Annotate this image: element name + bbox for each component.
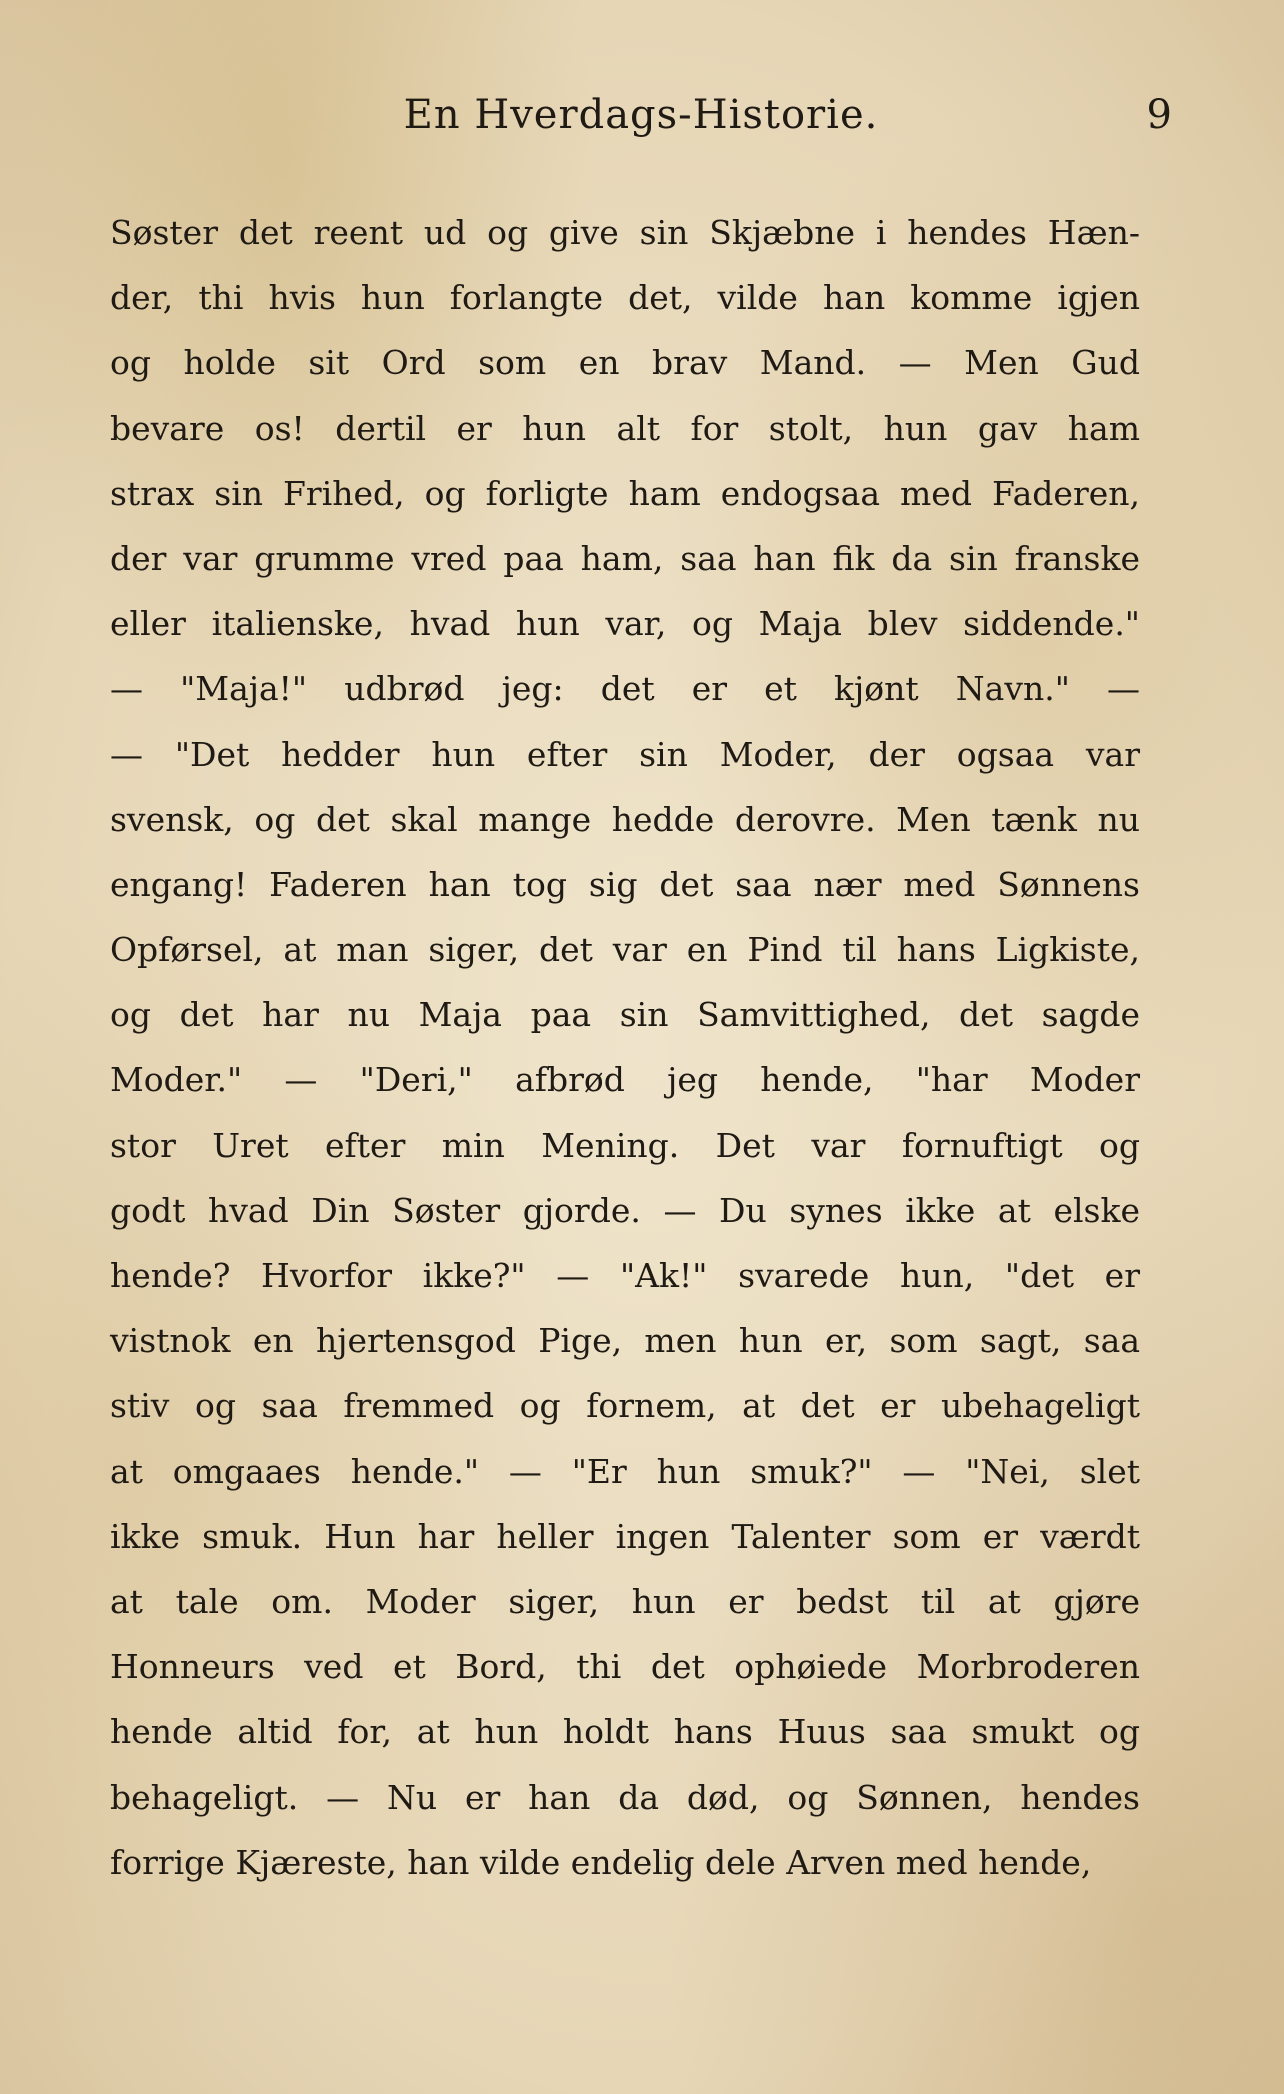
text-line: ikke smuk. Hun har heller ingen Talenter som er værdt (110, 1516, 1140, 1556)
text-line: der var grumme vred paa ham, saa han fik da sin franske (110, 538, 1140, 578)
text-line: hende altid for, at hun holdt hans Huus saa smukt og (110, 1712, 1140, 1752)
text-line: Moder." — "Deri," afbrød jeg hende, "har Moder (110, 1060, 1140, 1100)
text-line: Opførsel, at man siger, det var en Pind til hans Ligkiste, (110, 930, 1140, 970)
page-header (110, 90, 1172, 140)
page-number: 9 (1146, 92, 1172, 138)
text-line: svensk, og det skal mange hedde derovre. Men tænk nu (110, 799, 1140, 839)
text-line: at tale om. Moder siger, hun er bedst til at gjøre (110, 1581, 1140, 1621)
running-title: En Hverdags-Historie. (403, 92, 879, 138)
text-line: Honneurs ved et Bord, thi det ophøiede Morbroderen (110, 1647, 1140, 1687)
text-line: stor Uret efter min Mening. Det var fornuftigt og (110, 1125, 1140, 1165)
text-line: strax sin Frihed, og forligte ham endogsaa med Faderen, (110, 473, 1140, 513)
text-line: bevare os! dertil er hun alt for stolt, hun gav ham (110, 408, 1140, 448)
text-line: Søster det reent ud og give sin Skjæbne i hendes Hæn- (110, 213, 1140, 252)
text-line: vistnok en hjertensgod Pige, men hun er, som sagt, saa (110, 1321, 1140, 1361)
text-line: eller italienske, hvad hun var, og Maja blev siddende." (110, 604, 1140, 644)
text-line: og holde sit Ord som en brav Mand. — Men Gud (110, 343, 1140, 383)
body-text (110, 200, 1140, 1895)
text-line: hende? Hvorfor ikke?" — "Ak!" svarede hun, "det er (110, 1256, 1140, 1295)
text-line: engang! Faderen han tog sig det saa nær med Sønnens (110, 864, 1140, 904)
text-line: — "Det hedder hun efter sin Moder, der ogsaa var (110, 734, 1140, 774)
text-line: — "Maja!" udbrød jeg: det er et kjønt Navn." — (110, 669, 1140, 709)
text-line: stiv og saa fremmed og fornem, at det er ubehageligt (110, 1386, 1140, 1426)
text-line: forrige Kjæreste, han vilde endelig dele Arven med hende, (110, 1842, 1092, 1882)
text-line: godt hvad Din Søster gjorde. — Du synes ikke at elske (110, 1190, 1140, 1230)
text-line: at omgaaes hende." — "Er hun smuk?" — "Nei, slet (110, 1451, 1140, 1491)
text-line: der, thi hvis hun forlangte det, vilde han komme igjen (110, 278, 1140, 318)
text-line: behageligt. — Nu er han da død, og Sønnen, hendes (110, 1777, 1140, 1817)
text-line: og det har nu Maja paa sin Samvittighed, det sagde (110, 995, 1140, 1035)
